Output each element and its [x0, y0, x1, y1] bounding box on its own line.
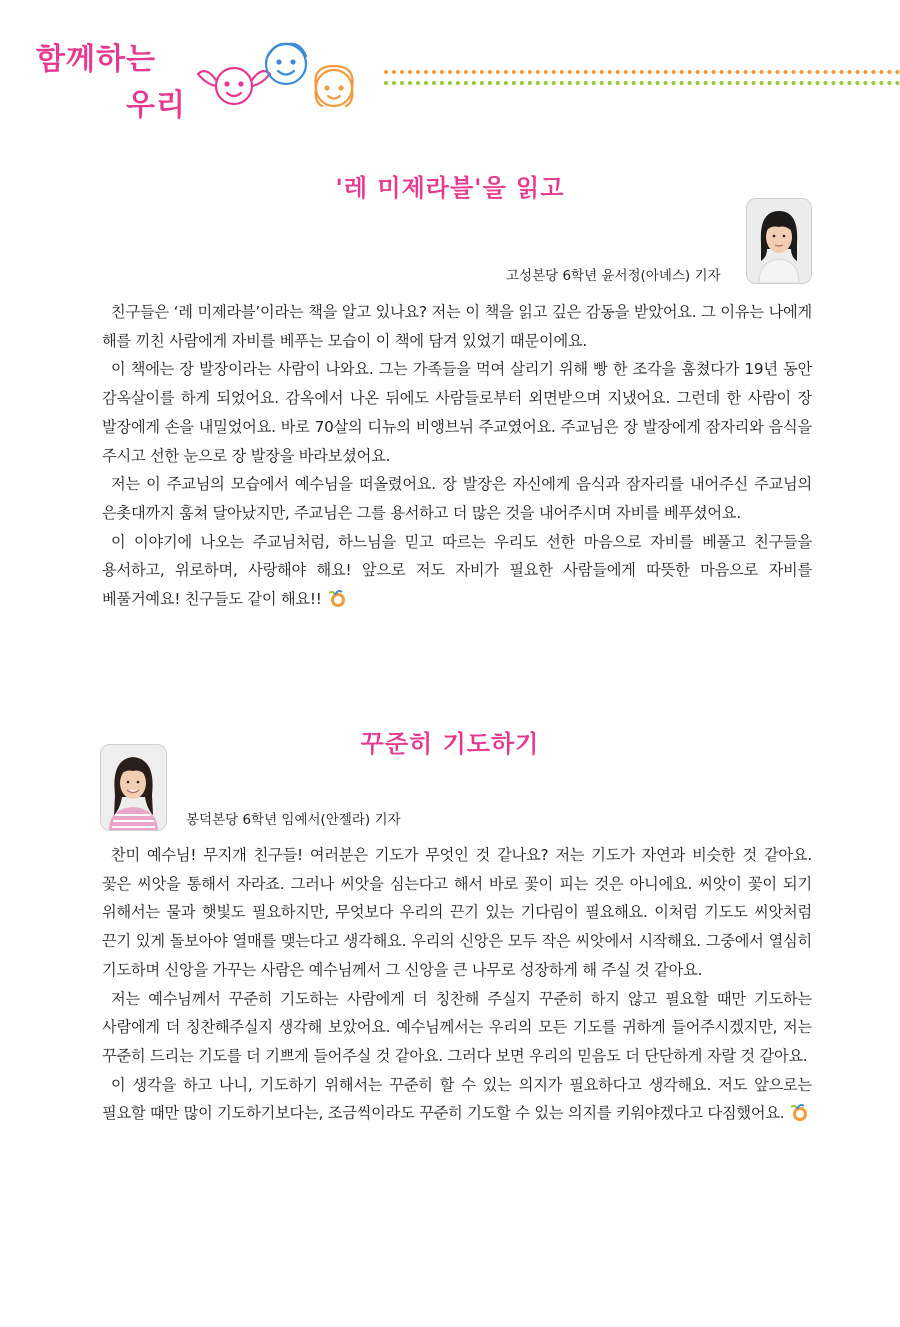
- article-1-body: [102, 298, 812, 614]
- article-1-paragraph: 친구들은 ‘레 미제라블’이라는 책을 알고 있나요? 저는 이 책을 읽고 깊은 감동을 받았어요. 그 이유는 나에게 해를 끼친 사람에게 자비를 베푸는 모습이 이 책에 담겨 있었기 때문이에요.: [102, 303, 812, 350]
- section-title-line1: 함께하는: [36, 42, 156, 77]
- header-dotted-line-green: [384, 81, 900, 85]
- article-2-body: [102, 841, 812, 1128]
- article-2-paragraph: 저는 예수님께서 꾸준히 기도하는 사람에게 더 칭찬해 주실지 꾸준히 하지 않고 필요할 때만 기도하는 사람에게 더 칭찬해주실지 생각해 보았어요. 예수님께서는 우리의 모든 기도를 귀하게 들어주시겠지만, 저는 꾸준히 드리는 기도를 더 기쁘게 들어주실 것 같아요. 그러다 보면 우리의 믿음도 더 단단하게 자랄 것 같아요.: [102, 989, 812, 1065]
- article-1-title: '레 미제라블'을 읽고: [335, 174, 565, 202]
- end-mark-icon: [788, 1103, 810, 1123]
- kids-faces-illustration: [196, 36, 374, 116]
- end-mark-icon: [326, 589, 348, 609]
- article-2-title: 꾸준히 기도하기: [360, 730, 540, 758]
- article-2-paragraph-text: 이 생각을 하고 나니, 기도하기 위해서는 꾸준히 할 수 있는 의지가 필요하다고 생각해요. 저도 앞으로는 필요할 때만 많이 기도하기보다는, 조금씩이라도 꾸준히 기도할 수 있는 의지를 키워야겠다고 다짐했어요.: [102, 1075, 812, 1123]
- article-2-paragraph: 찬미 예수님! 무지개 친구들! 여러분은 기도가 무엇인 것 같나요? 저는 기도가 자연과 비슷한 것 같아요. 꽃은 씨앗을 통해서 자라죠. 그러나 씨앗을 심는다고 해서 바로 꽃이 피는 것은 아니에요. 씨앗이 꽃이 되기 위해서는 물과 햇빛도 필요하지만, 무엇보다 우리의 끈기 있는 기다림이 필요해요. 이처럼 기도도 씨앗처럼 끈기 있게 돌보아야 열매를 맺는다고 생각해요. 우리의 신앙은 모두 작은 씨앗에서 시작해요. 그중에서 열심히 기도하며 신앙을 가꾸는 사람은 예수님께서 그 신앙을 큰 나무로 성장하게 해 주실 것 같아요.: [102, 846, 812, 979]
- article-1-paragraph-text: 이 이야기에 나오는 주교님처럼, 하느님을 믿고 따르는 우리도 선한 마음으로 자비를 베풀고 친구들을 용서하고, 위로하며, 사랑해야 해요! 앞으로 저도 자비가 필요한 사람들에게 따뜻한 마음으로 자비를 베풀거예요! 친구들도 같이 해요!!: [102, 532, 812, 609]
- header-dotted-line-orange: [384, 70, 900, 74]
- reporter-1-photo: [746, 198, 812, 284]
- reporter-2-photo: [100, 744, 167, 831]
- article-1-paragraph: [102, 528, 812, 614]
- article-2-byline: 봉덕본당 6학년 임예서(안젤라) 기자: [186, 812, 401, 828]
- section-title-line2: 우리: [126, 88, 186, 123]
- section-title: [36, 40, 186, 126]
- article-1-paragraph: 저는 이 주교님의 모습에서 예수님을 떠올렸어요. 장 발장은 자신에게 음식과 잠자리를 내어주신 주교님의 은촛대까지 훔쳐 달아났지만, 주교님은 그를 용서하고 더 많은 것을 내어주시며 자비를 베푸셨어요.: [102, 475, 812, 522]
- article-2-paragraph: [102, 1071, 812, 1128]
- article-1-byline: 고성본당 6학년 윤서정(아녜스) 기자: [506, 268, 721, 284]
- article-1-paragraph: 이 책에는 장 발장이라는 사람이 나와요. 그는 가족들을 먹여 살리기 위해 빵 한 조각을 훔쳤다가 19년 동안 감옥살이를 하게 되었어요. 감옥에서 나온 뒤에도 사람들로부터 외면받으며 지냈어요. 그런데 한 사람이 장 발장에게 손을 내밀었어요. 바로 70살의 디뉴의 비앵브뉘 주교였어요. 주교님은 장 발장에게 잠자리와 음식을 주시고 선한 눈으로 장 발장을 바라보셨어요.: [102, 360, 812, 465]
